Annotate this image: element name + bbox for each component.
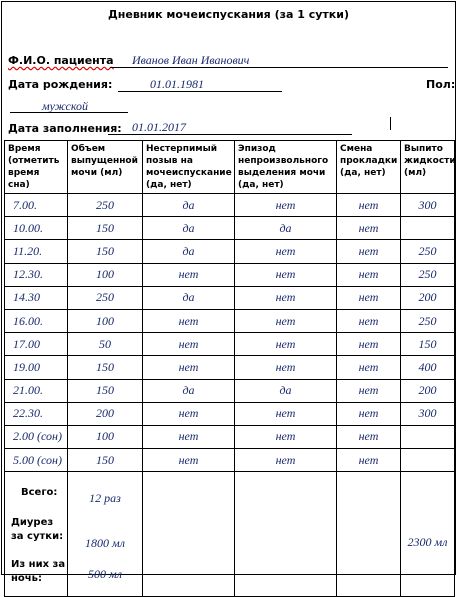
sex-label: Пол: <box>426 78 456 91</box>
cell-urge: да <box>143 194 235 217</box>
cell-urge: нет <box>143 263 235 286</box>
night-label: Из них за ночь: <box>11 559 66 585</box>
summary-row <box>5 472 455 597</box>
cell-urge: да <box>143 217 235 240</box>
cell-urge: нет <box>143 402 235 425</box>
cell-time: 12.30. <box>5 263 68 286</box>
cell-volume: 100 <box>68 263 143 286</box>
document-title: Дневник мочеиспускания (за 1 сутки) <box>107 8 349 21</box>
document-sheet <box>1 1 456 585</box>
cell-time: 5.00 (сон) <box>5 449 68 472</box>
fio-underline <box>110 67 448 68</box>
cell-pad-change: нет <box>337 425 401 448</box>
col-header-incontinence: Эпизод непроизвольного выделения мочи (да, нет) <box>235 141 337 194</box>
cell-fluid: 300 <box>401 402 455 425</box>
summary-empty-cell <box>337 472 401 597</box>
table-row <box>5 379 455 402</box>
cell-time: 14.30 <box>5 286 68 309</box>
dob-label: Дата рождения: <box>8 78 113 91</box>
cell-fluid: 250 <box>401 240 455 263</box>
cell-time: 10.00. <box>5 217 68 240</box>
cell-pad-change: нет <box>337 356 401 379</box>
cell-incontinence: нет <box>235 425 337 448</box>
cell-pad-change: нет <box>337 379 401 402</box>
table-row <box>5 263 455 286</box>
cell-urge: да <box>143 379 235 402</box>
cell-incontinence: нет <box>235 309 337 332</box>
diuresis-value: 1800 мл <box>85 535 125 550</box>
col-header-time: Время (отметить время сна) <box>5 141 68 194</box>
cell-time: 11.20. <box>5 240 68 263</box>
cell-volume: 100 <box>68 309 143 332</box>
cell-incontinence: нет <box>235 263 337 286</box>
cell-incontinence: нет <box>235 240 337 263</box>
sex-value: мужской <box>42 99 89 113</box>
cell-pad-change: нет <box>337 286 401 309</box>
cell-pad-change: нет <box>337 449 401 472</box>
table-row <box>5 217 455 240</box>
fio-label: Ф.И.О. пациента <box>8 54 114 67</box>
cell-pad-change: нет <box>337 309 401 332</box>
cell-fluid <box>401 217 455 240</box>
cell-fluid: 250 <box>401 263 455 286</box>
cell-volume: 100 <box>68 425 143 448</box>
table-row <box>5 240 455 263</box>
table-row <box>5 402 455 425</box>
col-header-pad-change: Смена прокладки (да, нет) <box>337 141 401 194</box>
table-row <box>5 425 455 448</box>
cell-pad-change: нет <box>337 402 401 425</box>
cell-urge: нет <box>143 449 235 472</box>
cell-incontinence: нет <box>235 286 337 309</box>
cell-volume: 150 <box>68 240 143 263</box>
text-cursor <box>390 117 391 130</box>
cell-fluid: 400 <box>401 356 455 379</box>
cell-time: 19.00 <box>5 356 68 379</box>
fluid-total-cell <box>401 472 455 597</box>
cell-time: 22.30. <box>5 402 68 425</box>
dob-value: 01.01.1981 <box>150 77 204 91</box>
cell-urge: нет <box>143 333 235 356</box>
cell-time: 2.00 (сон) <box>5 425 68 448</box>
cell-incontinence: нет <box>235 356 337 379</box>
cell-incontinence: нет <box>235 449 337 472</box>
cell-urge: да <box>143 286 235 309</box>
cell-volume: 150 <box>68 356 143 379</box>
summary-labels-cell <box>5 472 68 597</box>
col-header-volume: Объем выпущенной мочи (мл) <box>68 141 143 194</box>
diuresis-label: Диурез за сутки: <box>11 517 64 543</box>
table-row <box>5 194 455 217</box>
cell-time: 17.00 <box>5 333 68 356</box>
cell-incontinence: нет <box>235 333 337 356</box>
date-underline <box>108 134 352 135</box>
total-value: 12 раз <box>89 490 121 505</box>
cell-pad-change: нет <box>337 263 401 286</box>
cell-incontinence: нет <box>235 194 337 217</box>
cell-pad-change: нет <box>337 333 401 356</box>
diary-table <box>4 140 455 597</box>
cell-fluid <box>401 449 455 472</box>
cell-incontinence: да <box>235 379 337 402</box>
cell-fluid <box>401 425 455 448</box>
table-row <box>5 449 455 472</box>
cell-urge: нет <box>143 425 235 448</box>
dob-underline <box>118 91 282 92</box>
col-header-urge: Нестерпимый позыв на мочеиспускание (да, нет) <box>143 141 235 194</box>
cell-urge: нет <box>143 309 235 332</box>
cell-volume: 200 <box>68 402 143 425</box>
date-value: 01.01.2017 <box>132 120 186 134</box>
col-header-fluid: Выпито жидкости (мл) <box>401 141 455 194</box>
cell-urge: да <box>143 240 235 263</box>
fluid-total-value: 2300 мл <box>407 534 448 549</box>
cell-volume: 50 <box>68 333 143 356</box>
summary-empty-cell <box>235 472 337 597</box>
cell-incontinence: нет <box>235 402 337 425</box>
sex-underline <box>10 112 128 113</box>
cell-fluid: 150 <box>401 333 455 356</box>
cell-time: 21.00. <box>5 379 68 402</box>
cell-volume: 250 <box>68 286 143 309</box>
cell-fluid: 200 <box>401 286 455 309</box>
date-label: Дата заполнения: <box>8 122 122 135</box>
cell-fluid: 250 <box>401 309 455 332</box>
table-row <box>5 333 455 356</box>
cell-volume: 150 <box>68 449 143 472</box>
total-label: Всего: <box>21 487 58 499</box>
cell-volume: 150 <box>68 217 143 240</box>
cell-volume: 150 <box>68 379 143 402</box>
cell-urge: нет <box>143 356 235 379</box>
cell-pad-change: нет <box>337 240 401 263</box>
cell-volume: 250 <box>68 194 143 217</box>
table-header-row <box>5 141 455 194</box>
cell-incontinence: да <box>235 217 337 240</box>
fio-value: Иванов Иван Иванович <box>132 53 250 67</box>
summary-empty-cell <box>143 472 235 597</box>
table-row <box>5 309 455 332</box>
cell-fluid: 300 <box>401 194 455 217</box>
cell-time: 7.00. <box>5 194 68 217</box>
table-row <box>5 356 455 379</box>
cell-fluid: 200 <box>401 379 455 402</box>
cell-pad-change: нет <box>337 217 401 240</box>
summary-values-cell <box>68 472 143 597</box>
cell-time: 16.00. <box>5 309 68 332</box>
table-row <box>5 286 455 309</box>
fio-row <box>8 54 114 67</box>
night-value: 500 мл <box>88 566 122 581</box>
cell-pad-change: нет <box>337 194 401 217</box>
